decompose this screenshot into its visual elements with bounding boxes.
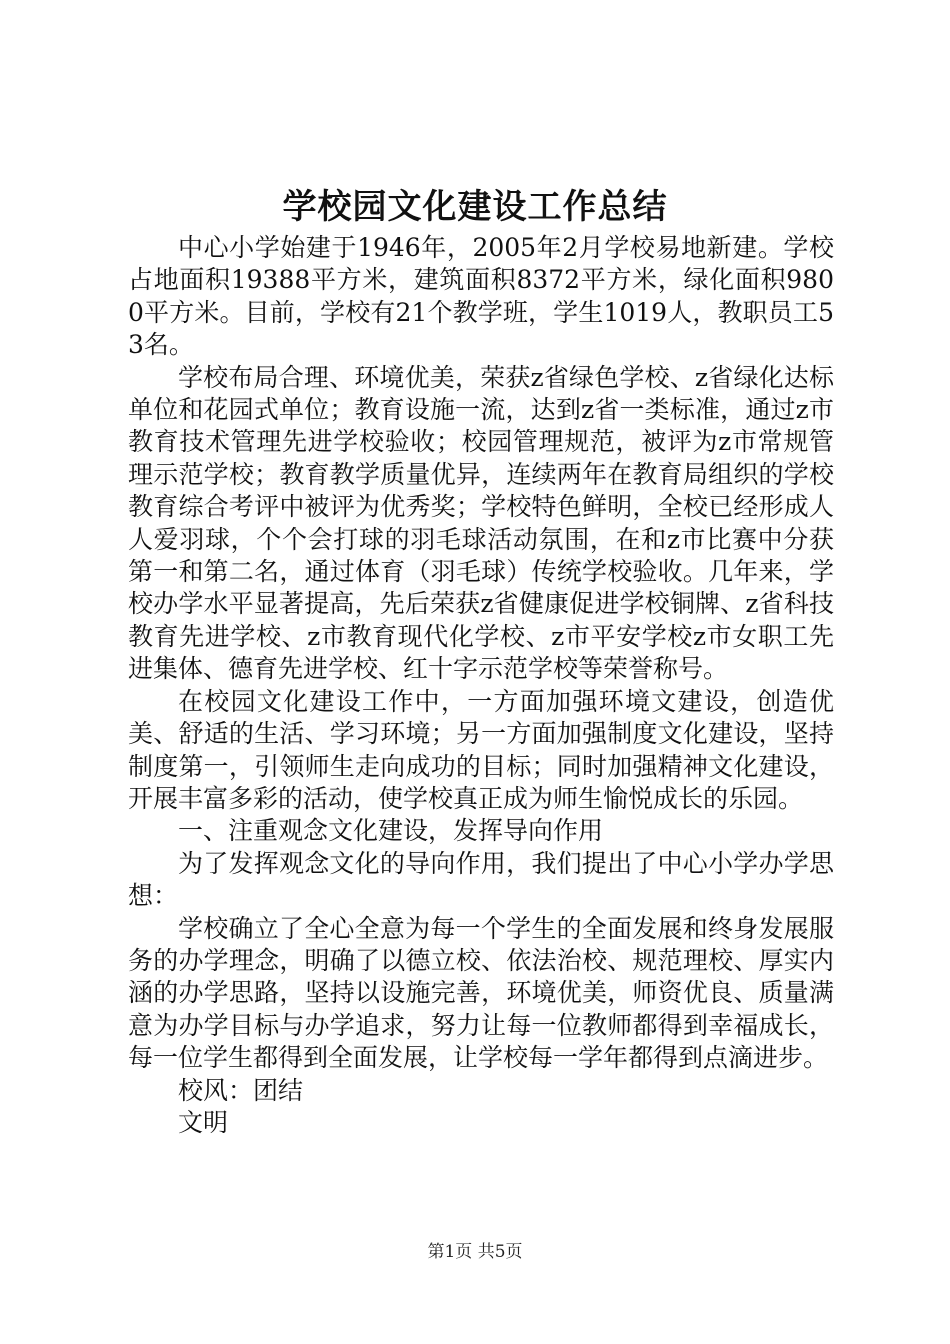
document-title: 学校园文化建设工作总结 <box>282 187 668 227</box>
paragraph-school-philosophy: 学校确立了全心全意为每一个学生的全面发展和终身发展服务的办学理念，明确了以德立校、依法治校、规范理校、厚实内涵的办学思路，坚持以设施完善，环境优美，师资优良、质量满意为办学目标与办学追求，努力让每一位教师都得到幸福成长，每一位学生都得到全面发展，让学校每一学年都得到点滴进步。 <box>128 913 834 1073</box>
paragraph-school-honors: 学校布局合理、环境优美，荣获z省绿色学校、z省绿化达标单位和花园式单位；教育设施一流，达到z省一类标准，通过z市教育技术管理先进学校验收；校园管理规范，被评为z市常规管理示范学校；教育教学质量优异，连续两年在教育局组织的学校教育综合考评中被评为优秀奖；学校特色鲜明，全校已经形成人人爱羽球，个个会打球的羽毛球活动氛围，在和z市比赛中分获第一和第二名，通过体育（羽毛球）传统学校验收。几年来，学校办学水平显著提高，先后荣获z省健康促进学校铜牌、z省科技教育先进学校、z市教育现代化学校、z市平安学校z市女职工先进集体、德育先进学校、红十字示范学校等荣誉称号。 <box>128 362 834 684</box>
paragraph-school-philosophy-intro: 为了发挥观念文化的导向作用，我们提出了中心小学办学思想： <box>128 848 834 911</box>
document-body <box>128 232 834 1139</box>
paragraph-school-overview: 中心小学始建于1946年，2005年2月学校易地新建。学校占地面积19388平方米，建筑面积8372平方米，绿化面积9800平方米。目前，学校有21个教学班，学生1019人，教职员工53名。 <box>128 233 834 360</box>
paragraph-culture-construction: 在校园文化建设工作中，一方面加强环境文建设，创造优美、舒适的生活、学习环境；另一方面加强制度文化建设，坚持制度第一，引领师生走向成功的目标；同时加强精神文化建设，开展丰富多彩的活动，使学校真正成为师生愉悦成长的乐园。 <box>128 686 834 813</box>
paragraph-school-motto-cont: 文明 <box>178 1107 229 1137</box>
section-heading-concept-culture: 一、注重观念文化建设，发挥导向作用 <box>178 816 604 846</box>
paragraph-school-motto: 校风：团结 <box>178 1075 304 1105</box>
page-number-footer: 第1页 共5页 <box>427 1242 523 1262</box>
